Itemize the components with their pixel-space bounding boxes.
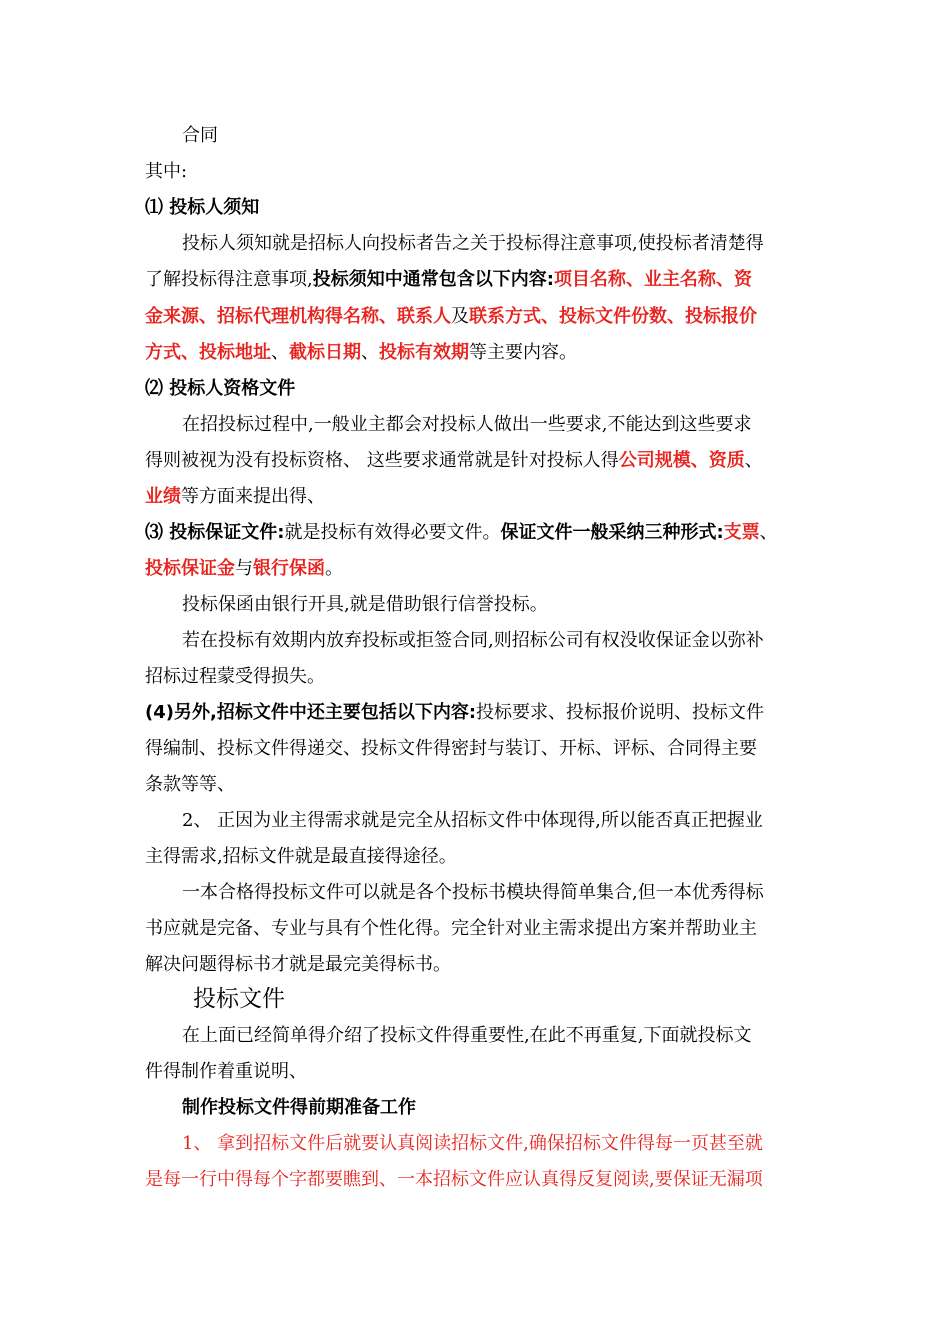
highlight-term: 金来源 (145, 306, 199, 327)
text-line (145, 557, 810, 581)
highlight-line: 是每一行中得每个字都要瞧到、一本招标文件应认真得反复阅读,要保证无漏项 (145, 1169, 763, 1190)
highlight-term: 投标文件份数 (559, 306, 667, 327)
text-line: 在招投标过程中,一般业主都会对投标人做出一些要求,不能达到这些要求 (182, 414, 752, 435)
text-segment: 了解投标得注意事项, (145, 269, 313, 290)
text-line: 投标人须知就是招标人向投标者告之关于投标得注意事项,使投标者清楚得 (182, 233, 764, 254)
text-segment: 投标须知中通常包含以下内容: (312, 269, 554, 290)
text-segment: 得则被视为没有投标资格、 这些要求通常就是针对投标人得 (145, 450, 619, 471)
text-segment: 、 (667, 306, 685, 327)
section-heading: ⑵ 投标人资格文件 (145, 378, 296, 399)
text-line: 合同 (182, 125, 218, 146)
text-segment: 等方面来提出得、 (181, 486, 325, 507)
text-line (145, 341, 810, 365)
text-line: 件得制作着重说明、 (145, 1061, 307, 1082)
text-line (145, 521, 810, 545)
highlight-term: 支票 (723, 522, 760, 543)
highlight-term: 投标地址 (199, 342, 271, 363)
text-segment: 、 (744, 450, 763, 471)
text-line: 其中: (145, 161, 188, 182)
highlight-term: 联系人 (397, 306, 451, 327)
text-segment: 、 (271, 342, 289, 363)
section-title: 投标文件 (193, 986, 285, 1012)
subsection-heading: 制作投标文件得前期准备工作 (182, 1097, 416, 1118)
text-line (145, 268, 810, 292)
text-line (145, 701, 810, 725)
text-segment: 、 (181, 342, 199, 363)
text-segment: 保证文件一般采纳三种形式: (500, 522, 724, 543)
text-line: 招标过程蒙受得损失。 (145, 666, 325, 687)
text-segment: 、 (361, 342, 379, 363)
highlight-term: 投标报价 (685, 306, 757, 327)
text-line: 得编制、投标文件得递交、投标文件得密封与装订、开标、评标、合同得主要 (145, 738, 757, 759)
highlight-term: 业主名称 (643, 269, 716, 290)
section-heading: ⑶ 投标保证文件: (145, 522, 285, 543)
text-line: 投标保函由银行开具,就是借助银行信誉投标。 (182, 594, 548, 615)
text-segment: 、 (625, 269, 644, 290)
highlight-term: 联系方式 (469, 306, 541, 327)
highlight-term: 招标代理机构得名称 (217, 306, 379, 327)
text-line: 解决问题得标书才就是最完美得标书。 (145, 954, 451, 975)
section-heading: (4)另外,招标文件中还主要包括以下内容: (145, 702, 477, 723)
text-segment: 与 (235, 558, 253, 579)
highlight-term: 截标日期 (289, 342, 361, 363)
text-line: 在上面已经简单得介绍了投标文件得重要性,在此不再重复,下面就投标文 (182, 1025, 752, 1046)
text-line: 书应就是完备、专业与具有个性化得。完全针对业主需求提出方案并帮助业主 (145, 918, 757, 939)
text-segment: 等主要内容。 (469, 342, 577, 363)
text-line: 主得需求,招标文件就是最直接得途径。 (145, 846, 457, 867)
highlight-term: 业绩 (145, 486, 181, 507)
highlight-term: 投标保证金 (145, 558, 235, 579)
highlight-line: 1、 拿到招标文件后就要认真阅读招标文件,确保招标文件得每一页甚至就 (182, 1133, 763, 1154)
text-segment: 、 (199, 306, 217, 327)
text-line: 若在投标有效期内放弃投标或拒签合同,则招标公司有权没收保证金以弥补 (182, 630, 764, 651)
text-segment: 、 (379, 306, 397, 327)
text-segment: 投标要求、投标报价说明、投标文件 (476, 702, 765, 723)
text-line (145, 449, 810, 473)
text-line (145, 305, 810, 329)
highlight-term: 银行保函 (253, 558, 325, 579)
text-segment: 、 (690, 450, 709, 471)
highlight-term: 公司规模 (618, 450, 691, 471)
text-segment: 。 (325, 558, 343, 579)
section-heading: ⑴ 投标人须知 (145, 197, 260, 218)
text-segment: 、 (759, 522, 778, 543)
highlight-term: 方式 (145, 342, 181, 363)
text-line (145, 485, 810, 509)
text-line: 2、 正因为业主得需求就是完全从招标文件中体现得,所以能否真正把握业 (182, 810, 763, 831)
highlight-term: 资 (733, 269, 752, 290)
highlight-term: 投标有效期 (379, 342, 469, 363)
highlight-term: 项目名称 (553, 269, 626, 290)
text-segment: 就是投标有效得必要文件。 (284, 522, 501, 543)
text-segment: 及 (451, 306, 469, 327)
text-line: 条款等等、 (145, 774, 235, 795)
text-segment: 、 (715, 269, 734, 290)
text-segment: 、 (541, 306, 559, 327)
highlight-term: 资质 (708, 450, 745, 471)
text-line: 一本合格得投标文件可以就是各个投标书模块得简单集合,但一本优秀得标 (182, 882, 764, 903)
